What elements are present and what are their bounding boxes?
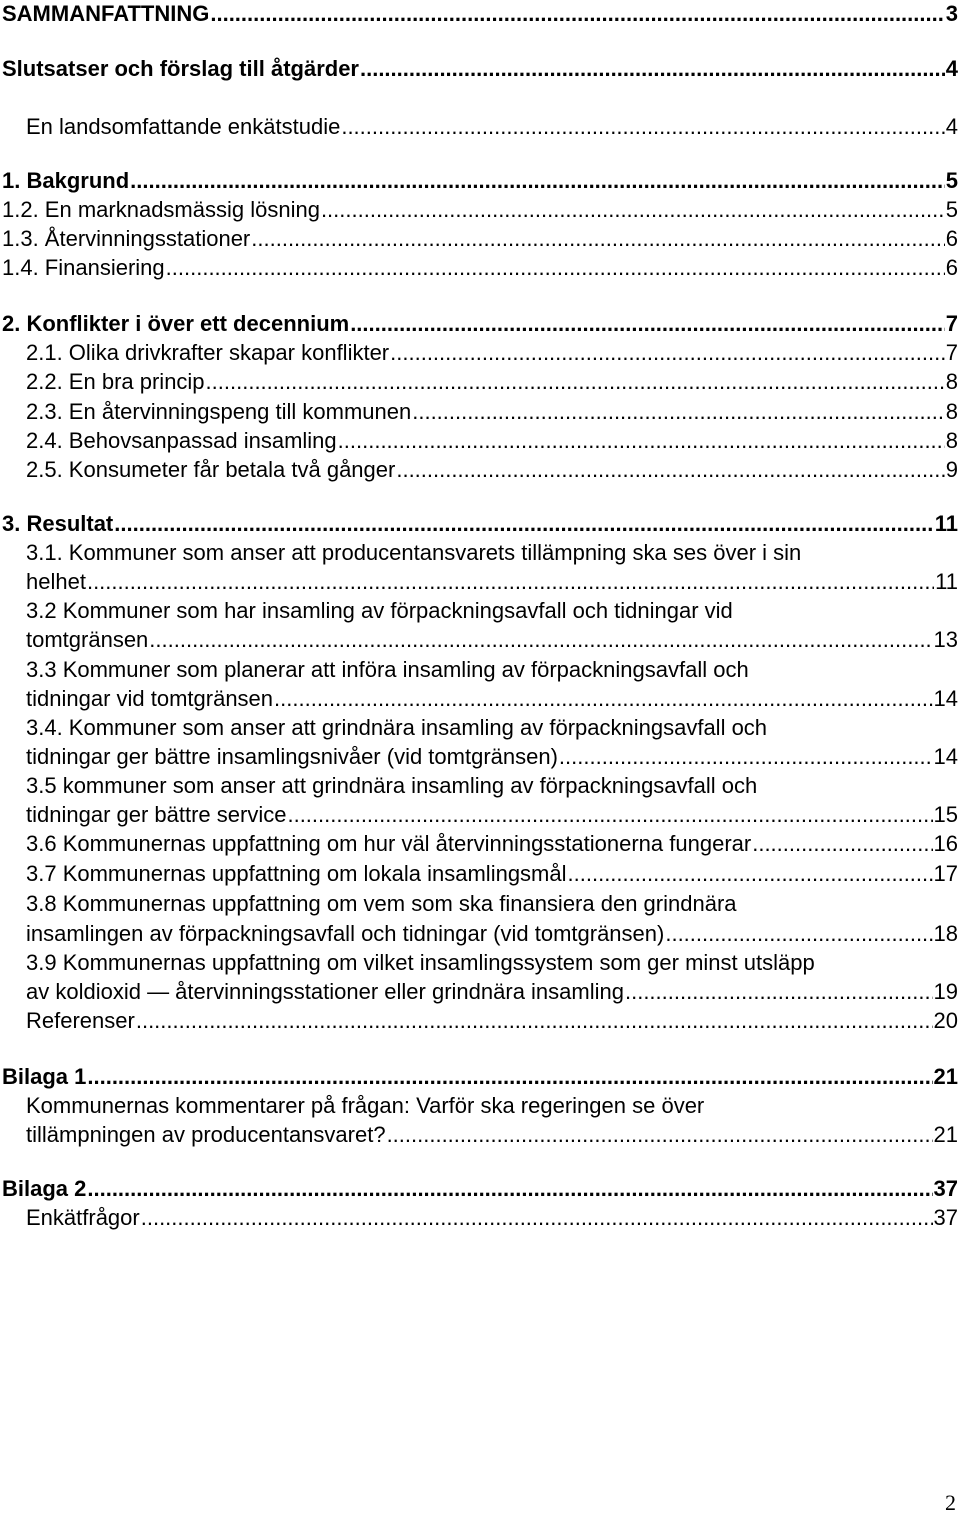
toc-entry-konflikter[interactable] [2,310,958,337]
toc-entry-2-4[interactable] [26,427,958,454]
toc-page-number: 14 [933,744,958,769]
toc-label: 3.7 Kommunernas uppfattning om lokala insamlingsmål [26,861,567,886]
toc-entry-3-3[interactable] [26,685,958,712]
dot-leader [390,339,945,366]
dot-leader [287,801,932,828]
toc-entry-2-3[interactable] [26,398,958,425]
toc-page-number: 5 [945,168,958,193]
toc-label: Slutsatser och förslag till åtgärder [2,56,359,81]
toc-entry-3-9[interactable] [26,978,958,1005]
dot-leader [149,626,932,653]
dot-leader [412,398,945,425]
toc-page-number: 21 [933,1064,958,1089]
toc-label: tidningar ger bättre insamlingsnivåer (vid tomtgränsen) [26,744,558,769]
dot-leader [87,1175,932,1202]
toc-label: En landsomfattande enkätstudie [26,114,341,139]
toc-page-number: 6 [945,255,958,280]
toc-entry-bilaga-1[interactable] [2,1063,958,1090]
dot-leader [141,1204,933,1231]
toc-entry-bakgrund[interactable] [2,167,958,194]
toc-entry-3-4-line1: 3.4. Kommuner som anser att grindnära insamling av förpackningsavfall och [26,715,768,740]
toc-page-number: 19 [933,979,958,1004]
dot-leader [752,830,932,857]
page-number: 2 [945,1490,956,1515]
toc-page-number: 11 [934,511,958,536]
toc-label: tidningar vid tomtgränsen [26,686,274,711]
toc-label: SAMMANFATTNING [2,1,210,26]
toc-label: tillämpningen av producentansvaret? [26,1122,386,1147]
toc-entry-1-4[interactable] [2,254,958,281]
toc-entry-3-5[interactable] [26,801,958,828]
toc-page-number: 20 [933,1008,958,1033]
dot-leader [338,427,945,454]
dot-leader [387,1121,933,1148]
toc-page-number: 14 [933,686,958,711]
dot-leader [625,978,933,1005]
toc-page-number: 8 [945,428,958,453]
toc-entry-2-2[interactable] [26,368,958,395]
toc-page-number: 9 [945,457,958,482]
toc-entry-3-1-line1: 3.1. Kommuner som anser att producentansvarets tillämpning ska ses över i sin [26,540,802,565]
toc-page-number: 4 [945,56,958,81]
dot-leader [87,1063,932,1090]
toc-label: 2.4. Behovsanpassad insamling [26,428,337,453]
dot-leader [559,743,933,770]
toc-label: tidningar ger bättre service [26,802,287,827]
toc-entry-2-1[interactable] [26,339,958,366]
toc-entry-landsomfattande[interactable] [26,113,958,140]
toc-entry-3-6[interactable] [26,830,958,857]
toc-page-number: 18 [933,921,958,946]
toc-page-number: 3 [945,1,958,26]
toc-page-number: 5 [945,197,958,222]
toc-label: tomtgränsen [26,627,149,652]
toc-entry-3-4[interactable] [26,743,958,770]
toc-page-number: 8 [945,399,958,424]
dot-leader [136,1007,933,1034]
dot-leader [166,254,945,281]
toc-entry-referenser[interactable] [26,1007,958,1034]
toc-page-number: 21 [933,1122,958,1147]
toc-page-number: 15 [933,802,958,827]
toc-page-number: 7 [945,340,958,365]
toc-label: 1.4. Finansiering [2,255,165,280]
dot-leader [568,860,933,887]
toc-entry-3-7[interactable] [26,860,958,887]
toc-entry-enkatfragor[interactable] [26,1204,958,1231]
toc-label: Bilaga 2 [2,1176,87,1201]
dot-leader [274,685,932,712]
dot-leader [87,568,934,595]
toc-label: 2. Konflikter i över ett decennium [2,311,350,336]
dot-leader [341,113,944,140]
toc-entry-3-5-line1: 3.5 kommuner som anser att grindnära insamling av förpackningsavfall och [26,773,758,798]
toc-label: 2.2. En bra princip [26,369,205,394]
toc-label: Referenser [26,1008,135,1033]
toc-label: 3.6 Kommunernas uppfattning om hur väl återvinningsstationerna fungerar [26,831,752,856]
dot-leader [360,55,945,82]
toc-entry-1-3[interactable] [2,225,958,252]
toc-entry-3-9-line1: 3.9 Kommunernas uppfattning om vilket insamlingssystem som ger minst utsläpp [26,950,815,975]
dot-leader [206,368,945,395]
toc-page-number: 11 [935,569,958,594]
toc-entry-sammanfattning[interactable] [2,0,958,27]
toc-entry-3-8-line1: 3.8 Kommunernas uppfattning om vem som ska finansiera den grindnära [26,891,737,916]
toc-label: 1.3. Återvinningsstationer [2,226,251,251]
toc-entry-3-1[interactable] [26,568,958,595]
dot-leader [321,196,945,223]
toc-entry-slutsatser[interactable] [2,55,958,82]
toc-page-number: 4 [945,114,958,139]
toc-entry-1-2[interactable] [2,196,958,223]
toc-entry-resultat[interactable] [2,510,958,537]
toc-entry-bilaga-2[interactable] [2,1175,958,1202]
toc-label: helhet [26,569,86,594]
toc-label: 1.2. En marknadsmässig lösning [2,197,320,222]
dot-leader [396,456,944,483]
toc-entry-2-5[interactable] [26,456,958,483]
toc-page-number: 13 [933,627,958,652]
toc-page-number: 17 [933,861,958,886]
toc-page-number: 7 [945,311,958,336]
dot-leader [350,310,945,337]
toc-entry-3-2-line1: 3.2 Kommuner som har insamling av förpackningsavfall och tidningar vid [26,598,733,623]
toc-label: 1. Bakgrund [2,168,130,193]
dot-leader [665,920,932,947]
toc-label: av koldioxid — återvinningsstationer eller grindnära insamling [26,979,624,1004]
toc-label: 2.5. Konsumeter får betala två gånger [26,457,396,482]
toc-label: 2.1. Olika drivkrafter skapar konflikter [26,340,390,365]
toc-label: 3. Resultat [2,511,114,536]
toc-entry-kommentarer[interactable] [26,1121,958,1148]
toc-label: insamlingen av förpackningsavfall och tidningar (vid tomtgränsen) [26,921,665,946]
toc-label: Enkätfrågor [26,1205,140,1230]
toc-page-number: 8 [945,369,958,394]
toc-entry-3-2[interactable] [26,626,958,653]
dot-leader [251,225,944,252]
toc-page-number: 6 [945,226,958,251]
toc-page-number: 37 [933,1205,958,1230]
dot-leader [210,0,944,27]
toc-entry-3-3-line1: 3.3 Kommuner som planerar att införa insamling av förpackningsavfall och [26,657,749,682]
toc-entry-3-8[interactable] [26,920,958,947]
toc-page-number: 16 [933,831,958,856]
toc-entry-kommentarer-line1: Kommunernas kommentarer på frågan: Varför ska regeringen se över [26,1093,705,1118]
toc-page-number: 37 [933,1176,958,1201]
dot-leader [130,167,945,194]
toc-label: 2.3. En återvinningspeng till kommunen [26,399,412,424]
toc-label: Bilaga 1 [2,1064,87,1089]
dot-leader [114,510,933,537]
